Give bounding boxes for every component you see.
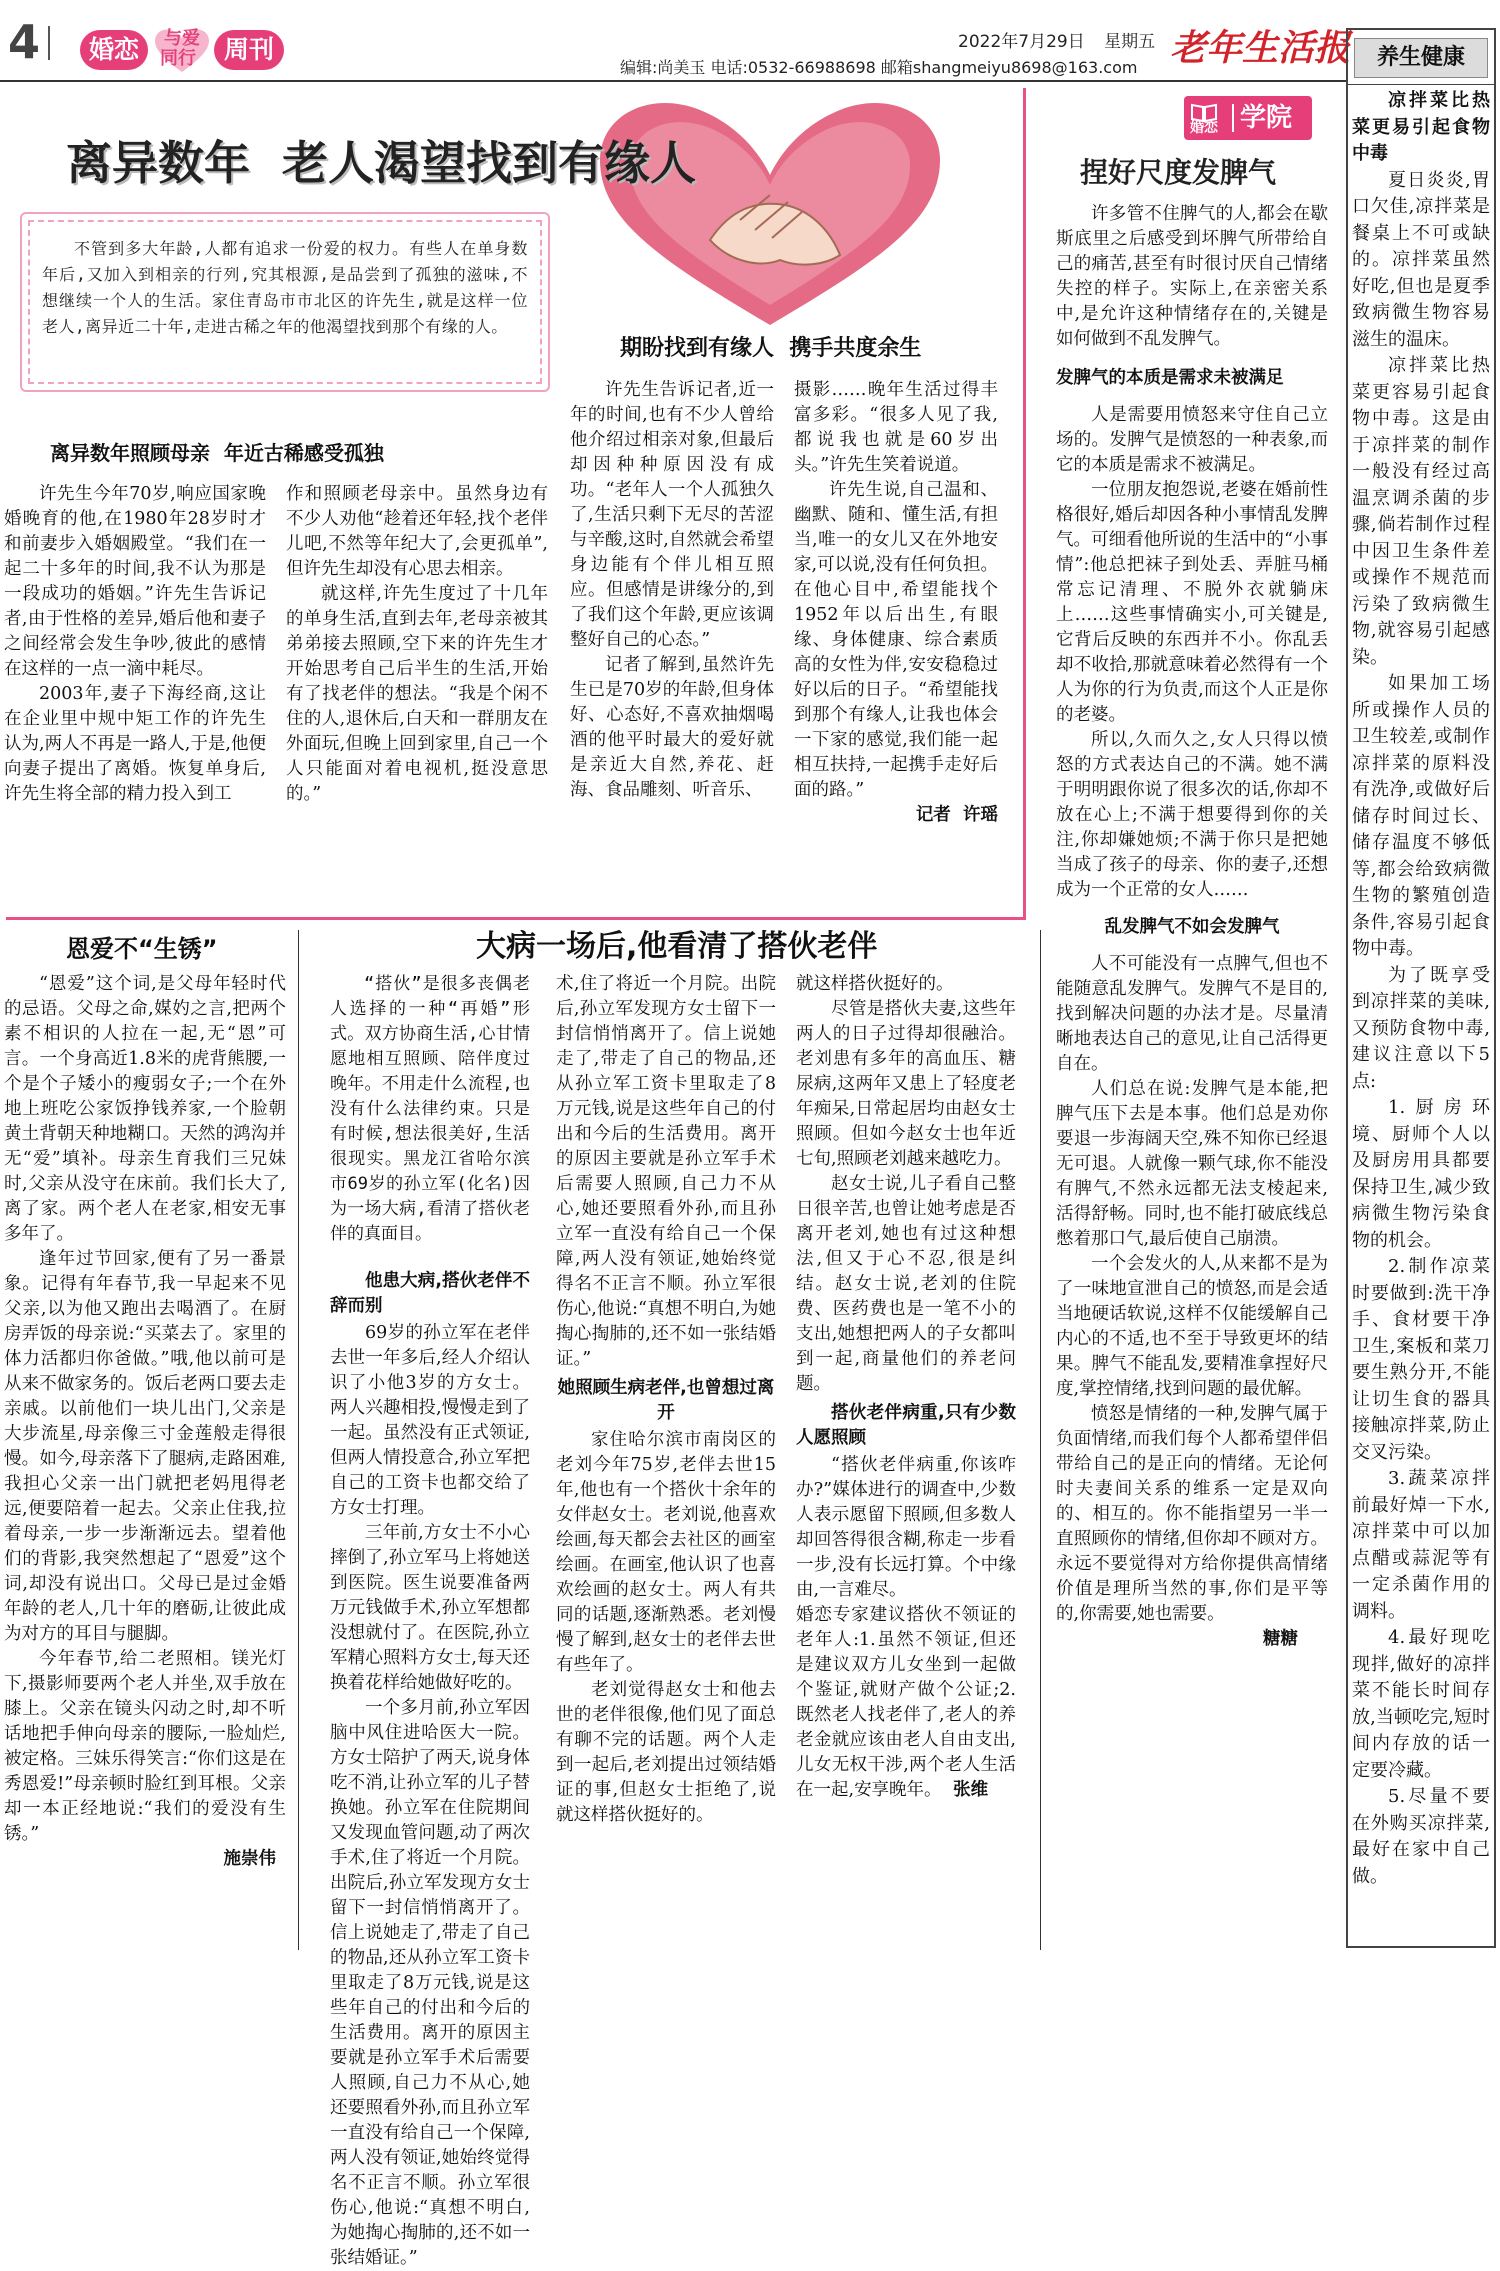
feature-title: 离异数年 老人渴望找到有缘人 xyxy=(66,136,697,190)
paragraph: 许先生今年70岁,响应国家晚婚晚育的他,在1980年28岁时才和前妻步入婚姻殿堂。“我们在一起二十多年的时间,我不认为那是一段成功的婚姻。”许先生告诉记者,由于性格的差异,婚后他和妻子之间经常会发生争吵,彼此的感情在这样的一点一滴中耗尽。 xyxy=(4,484,266,679)
feature-byline: 记者 许瑶 xyxy=(915,805,998,825)
paragraph: 今年春节,给二老照相。镁光灯下,摄影师要两个老人并坐,双手放在膝上。父亲在镜头闪动之时,却不听话地把手伸向母亲的腰际,一脸灿烂,被定格。三妹乐得笑言:“你们这是在秀恩爱!”母亲顿时脸红到耳根。父亲却一本正经地说:“我们的爱没有生锈。” xyxy=(4,1649,286,1844)
grace-byline: 施崇伟 xyxy=(223,1849,276,1869)
health-title: 凉拌菜比热菜更易引起食物中毒 xyxy=(1352,90,1490,164)
column-tag xyxy=(1184,96,1312,140)
paragraph: 尽管是搭伙夫妻,这些年两人的日子过得却很融洽。老刘患有多年的高血压、糖尿病,这两年又患上了轻度老年痴呆,日常起居均由赵女士照顾。但如今赵女士也年近七旬,照顾老刘越来越吃力。 xyxy=(796,999,1016,1169)
paragraph: 家住哈尔滨市南岗区的老刘今年75岁,老伴去世15年,他也有一个搭伙十余年的女伴赵女士。老刘说,他喜欢绘画,每天都会去社区的画室绘画。在画室,他认识了也喜欢绘画的赵女士。两人有共同的话题,逐渐熟悉。老刘慢慢了解到,赵女士的老伴去世有些年了。 xyxy=(556,1430,776,1675)
hands-heart-illustration xyxy=(540,90,1000,330)
column-tag-sub: 学院 xyxy=(1240,103,1293,133)
paragraph: 赵女士说,儿子看自己整日很辛苦,也曾让她考虑是否离开老刘,她也有过这种想法,但又于心不忍,很是纠结。赵女士说,老刘的住院费、医药费也是一笔不小的支出,她想把两人的子女都叫到一起,商量他们的养老问题。 xyxy=(796,1174,1016,1394)
paragraph: 逢年过节回家,便有了另一番景象。记得有年春节,我一早起来不见父亲,以为他又跑出去喝酒了。在厨房弄饭的母亲说:“买菜去了。家里的体力活都归你爸做。”哦,他以前可是从来不做家务的。饭后老两口要去走亲戚。以前他们一块儿出门,父亲是大步流星,母亲像三寸金莲般走得很慢。如今,母亲落下了腿病,走路困难,我担心父亲一出门就把老妈甩得老远,便要陪着一起去。父亲止住我,拉着母亲,一步一步渐渐远去。望着他们的背影,我突然想起了“恩爱”这个词,却没有说出口。父母已是过金婚年龄的老人,几十年的磨砺,让彼此成为对方的耳目与腿脚。 xyxy=(4,1249,286,1644)
page-number: 4 xyxy=(8,15,41,69)
paragraph: 一个多月前,孙立军因脑中风住进哈医大一院。方女士陪护了两天,说身体吃不消,让孙立军的儿子替换她。孙立军在住院期间又发现血管问题,动了两次手术,住了将近一个月院。出院后,孙立军发现方女士留下一封信悄悄离开了。信上说她走了,带走了自己的物品,还从孙立军工资卡里取走了8万元钱,说是这些年自己的付出和今后的生活费用。离开的原因主要就是孙立军手术后需要人照顾,自己力不从心,她还要照看外孙,而且孙立军一直没有给自己一个保障,两人没有领证,她始终觉得名不正言不顺。孙立军很伤心,他说:“真想不明白,为她掏心掏肺的,还不如一张结婚证。” xyxy=(330,1698,530,2268)
grace-title: 恩爱不“生锈” xyxy=(66,935,218,963)
feature-intro-inner xyxy=(28,220,542,384)
date-text: 2022年7月29日 xyxy=(958,32,1085,52)
section-logo-tail: 周刊 xyxy=(214,30,284,70)
paragraph: 2.制作凉菜时要做到:洗干净手、食材要干净卫生,案板和菜刀要生熟分开,不能让切生食的器具接触凉拌菜,防止交叉污染。 xyxy=(1352,1256,1490,1463)
health-header: 养生健康 xyxy=(1354,38,1488,78)
weekday-text: 星期五 xyxy=(1104,32,1156,52)
paragraph: 69岁的孙立军在老伴去世一年多后,经人介绍认识了小他3岁的方女士。两人兴趣相投,慢慢走到了一起。虽然没有正式领证,但两人情投意合,孙立军把自己的工资卡也都交给了方女士打理。 xyxy=(330,1323,530,1518)
paragraph: 三年前,方女士不小心摔倒了,孙立军马上将她送到医院。医生说要准备两万元钱做手术,孙立军想都没想就付了。在医院,孙立军精心照料方女士,每天还换着花样给她做好吃的。 xyxy=(330,1523,530,1693)
paragraph: 一个会发火的人,从来都不是为了一味地宣泄自己的愤怒,而是会适当地硬话软说,这样不仅能缓解自己内心的不适,也不至于导致更坏的结果。脾气不能乱发,要精准拿捏好尺度,掌控情绪,找到问题的最优解。 xyxy=(1056,1254,1328,1399)
temper-byline: 糖糖 xyxy=(1263,1629,1298,1649)
paragraph: 所以,久而久之,女人只得以愤怒的方式表达自己的不满。她不满于明明跟你说了很多次的话,你却不放在心上;不满于想要得到你的关注,你却嫌她烦;不满于你只是把她当成了孩子的母亲、你的妻子,还想成为一个正常的女人…… xyxy=(1056,730,1328,900)
illness-subhead-3: 搭伙老伴病重,只有少数人愿照顾 xyxy=(796,1403,1016,1448)
temper-intro: 许多管不住脾气的人,都会在歇斯底里之后感受到坏脾气所带给自己的痛苦,甚至有时很讨厌自己情绪失控的样子。实际上,在亲密关系中,是允许这种情绪存在的,关键是如何做到不乱发脾气。 xyxy=(1056,204,1328,349)
paragraph: 人是需要用愤怒来守住自己立场的。发脾气是愤怒的一种表象,而它的本质是需求不被满足。 xyxy=(1056,405,1328,475)
illness-subhead-2: 她照顾生病老伴,也曾想过离开 xyxy=(557,1378,775,1423)
paragraph: 许先生说,自己温和、幽默、随和、懂生活,有担当,唯一的女儿又在外地安家,可以说,没有任何负担。在他心目中,希望能找个1952年以后出生,有眼缘、身体健康、综合素质高的女性为伴,安安稳稳过好以后的日子。“希望能找到那个有缘人,让我也体会一下家的感觉,我们能一起相互扶持,一起携手走好后面的路。” xyxy=(794,480,998,800)
paragraph: 老刘觉得赵女士和他去世的老伴很像,他们见了面总有聊不完的话题。两个人走到一起后,老刘提出过领结婚证的事,但赵女士拒绝了,说就这样搭伙挺好的。 xyxy=(556,1680,776,1825)
illness-col-3-lead: 就这样搭伙挺好的。 xyxy=(796,974,954,994)
paragraph: “搭伙老伴病重,你该咋办?”媒体进行的调查中,少数人表示愿留下照顾,但多数人却回答得很含糊,称走一步看一步,没有长远打算。个中缘由,一言难尽。 xyxy=(796,1455,1016,1600)
paragraph: 2003年,妻子下海经商,这让在企业里中规中矩工作的许先生认为,两人不再是一路人,于是,他便向妻子提出了离婚。恢复单身后,许先生将全部的精力投入到工 xyxy=(4,684,266,804)
illness-title: 大病一场后,他看清了搭伙老伴 xyxy=(476,929,878,964)
editor-line: 编辑:尚美玉 电话:0532-66988698 邮箱shangmeiyu8698@163.com xyxy=(620,58,1138,77)
feature-intro-text: 不管到多大年龄,人都有追求一份爱的权力。有些人在单身数年后,又加入到相亲的行列,究其根源,是品尝到了孤独的滋味,不想继续一个人的生活。家住青岛市市北区的许先生,就是这样一位老人,离异近二十年,走进古稀之年的他渴望找到那个有缘的人。 xyxy=(42,239,528,336)
paragraph: 就这样,许先生度过了十几年的单身生活,直到去年,老母亲被其弟弟接去照顾,空下来的许先生才开始思考自己后半生的生活,开始有了找老伴的想法。“我是个闲不住的人,退休后,白天和一群朋友在外面玩,但晚上回到家里,自己一个人只能面对着电视机,挺没意思的。” xyxy=(286,584,548,804)
feature-col-2 xyxy=(286,482,548,902)
feature-subhead-2: 期盼找到有缘人 携手共度余生 xyxy=(620,336,922,361)
section-logo-sub-2: 同行 xyxy=(160,48,196,69)
illness-byline: 张维 xyxy=(953,1780,989,1800)
paragraph: 愤怒是情绪的一种,发脾气属于负面情绪,而我们每个人都希望伴侣带给自己的是正向的情绪。无论何时夫妻间关系的维系一定是双向的、相互的。你不能指望另一半一直照顾你的情绪,但你却不顾对方。永远不要觉得对方给你提供高情绪价值是理所当然的事,你们是平等的,你需要,她也需要。 xyxy=(1056,1404,1328,1624)
illness-subhead-1: 他患大病,搭伙老伴不辞而别 xyxy=(330,1271,530,1316)
paragraph: 4.最好现吃现拌,做好的凉拌菜不能长时间存放,当顿吃完,短时间内存放的话一定要冷藏。 xyxy=(1352,1627,1490,1781)
paragraph: 许先生告诉记者,近一年的时间,也有不少人曾给他介绍过相亲对象,但最后却因种种原因没有成功。“老年人一个人孤独久了,生活只剩下无尽的苦涩与辛酸,这时,自然就会希望身边能有个伴儿相互照应。但感情是讲缘分的,到了我们这个年龄,更应该调整好自己的心态。” xyxy=(570,380,774,650)
paragraph: 凉拌菜比热菜更容易引起食物中毒。这是由于凉拌菜的制作一般没有经过高温烹调杀菌的步骤,倘若制作过程中因卫生条件差或操作不规范而污染了致病微生物,就容易引起感染。 xyxy=(1352,355,1490,668)
paragraph: “恩爱”这个词,是父母年轻时代的忌语。父母之命,媒妁之言,把两个素不相识的人拉在一起,无“恩”可言。一个身高近1.8米的虎背熊腰,一个是个子矮小的瘦弱女子;一个在外地上班吃公家饭挣钱养家,一个脸朝黄土背朝天种地糊口。天然的鸿沟并无“爱”填补。母亲生育我们三兄妹时,父亲从没守在床前。我们长大了,离了家。两个老人在老家,相安无事多年了。 xyxy=(4,974,286,1244)
paragraph: 人不可能没有一点脾气,但也不能随意乱发脾气。发脾气不是目的,找到解决问题的办法才是。尽量清晰地表达自己的意见,让自己活得更自在。 xyxy=(1056,954,1328,1074)
paragraph: 作和照顾老母亲中。虽然身边有不少人劝他“趁着还年轻,找个老伴儿吧,不然等年纪大了,会更孤单”,但许先生却没有心思去相亲。 xyxy=(286,484,548,579)
column-tag-divider xyxy=(1232,104,1234,132)
paragraph: 如果加工场所或操作人员的卫生较差,或制作凉拌菜的原料没有洗净,或做好后储存时间过长、储存温度不够低等,都会给致病微生物的繁殖创造条件,容易引起食物中毒。 xyxy=(1352,673,1490,959)
paper-name: 老年生活报 xyxy=(1170,27,1351,69)
temper-title: 捏好尺度发脾气 xyxy=(1080,156,1277,189)
paragraph: 1.厨房环境、厨师个人以及厨房用具都要保持卫生,减少致病微生物污染食物的机会。 xyxy=(1352,1097,1490,1251)
paragraph: 婚恋专家建议搭伙不领证的老年人:1.虽然不领证,但还是建议双方儿女坐到一起做个鉴证,就财产做个公证;2.既然老人找老伴了,老人的养老金就应该由老人自由支出,儿女无权干涉,两个老人生活在一起,安享晚年。 xyxy=(796,1605,1016,1800)
column-tag-main: 婚恋 xyxy=(1190,120,1218,136)
header-rule xyxy=(0,80,1348,82)
paragraph: 5.尽量不要在外购买凉拌菜,最好在家中自己做。 xyxy=(1352,1786,1490,1887)
illness-col-3 xyxy=(796,972,1016,1950)
illness-col-1 xyxy=(330,972,530,2268)
health-column xyxy=(1352,88,1490,1944)
paragraph: 为了既享受到凉拌菜的美味,又预防食物中毒,建议注意以下5点: xyxy=(1352,964,1490,1092)
paragraph: 一位朋友抱怨说,老婆在婚前性格很好,婚后却因各种小事情乱发脾气。可细看他所说的生活中的“小事情”:他总把袜子到处丢、弄脏马桶常忘记清理、不脱外衣就躺床上……这些事情确实小,可关键是,它背后反映的东西并不小。你乱丢却不收拾,那就意味着必然得有一个人为你的行为负责,而这个人正是你的老婆。 xyxy=(1056,480,1328,725)
section-logo xyxy=(80,26,310,74)
book-icon xyxy=(1190,102,1218,122)
paragraph: 摄影……晚年生活过得丰富多彩。“很多人见了我,都说我也就是60岁出头。”许先生笑着说道。 xyxy=(794,380,998,475)
paragraph: 夏日炎炎,胃口欠佳,凉拌菜是餐桌上不可或缺的。凉拌菜虽然好吃,但也是夏季致病微生物容易滋生的温床。 xyxy=(1352,169,1490,350)
issue-date xyxy=(958,32,1155,52)
paragraph: 记者了解到,虽然许先生已是70岁的年龄,但身体好、心态好,不喜欢抽烟喝酒的他平时最大的爱好就是亲近大自然,养花、赶海、食品雕刻、听音乐、 xyxy=(570,655,774,800)
health-header-rule xyxy=(1346,84,1496,85)
grace-divider xyxy=(298,930,299,1950)
header-divider-short xyxy=(48,26,50,60)
feature-col-4 xyxy=(794,378,998,902)
feature-subhead-1: 离异数年照顾母亲 年近古稀感受孤独 xyxy=(50,441,384,465)
feature-intro-box xyxy=(20,212,550,392)
grace-column xyxy=(4,972,286,1950)
temper-divider xyxy=(1040,930,1041,1950)
illness-intro: “搭伙”是很多丧偶老人选择的一种“再婚”形式。双方协商生活,心甘情愿地相互照顾、陪伴度过晚年。不用走什么流程,也没有什么法律约束。只是有时候,想法很美好,生活很现实。黑龙江省哈尔滨市69岁的孙立军(化名)因为一场大病,看清了搭伙老伴的真面目。 xyxy=(330,974,530,1244)
feature-col-3 xyxy=(570,378,774,902)
paragraph: 人们总在说:发脾气是本能,把脾气压下去是本事。他们总是劝你要退一步海阔天空,殊不知你已经退无可退。人就像一颗气球,你不能没有脾气,不然永远都无法支棱起来,活得舒畅。同时,也不能打破底线总憋着那口气,最后使自己崩溃。 xyxy=(1056,1079,1328,1249)
illness-continue: 术,住了将近一个月院。出院后,孙立军发现方女士留下一封信悄悄离开了。信上说她走了,带走了自己的物品,还从孙立军工资卡里取走了8万元钱,说是这些年自己的付出和今后的生活费用。离开的原因主要就是孙立军手术后需要人照顾,自己力不从心,她还要照看外孙,而且孙立军一直没有给自己一个保障,两人没有领证,她始终觉得名不正言不顺。孙立军很伤心,他说:“真想不明白,为她掏心掏肺的,还不如一张结婚证。” xyxy=(556,974,776,1369)
temper-subhead-1: 发脾气的本质是需求未被满足 xyxy=(1056,368,1284,388)
temper-subhead-2: 乱发脾气不如会发脾气 xyxy=(1104,917,1280,937)
section-logo-sub-1: 与爱 xyxy=(164,28,200,49)
illness-col-2 xyxy=(556,972,776,1950)
section-logo-main: 婚恋 xyxy=(80,30,148,70)
temper-column xyxy=(1056,202,1328,1950)
paragraph: 3.蔬菜凉拌前最好焯一下水,凉拌菜中可以加点醋或蒜泥等有一定杀菌作用的调料。 xyxy=(1352,1468,1490,1622)
feature-col-1 xyxy=(4,482,266,902)
